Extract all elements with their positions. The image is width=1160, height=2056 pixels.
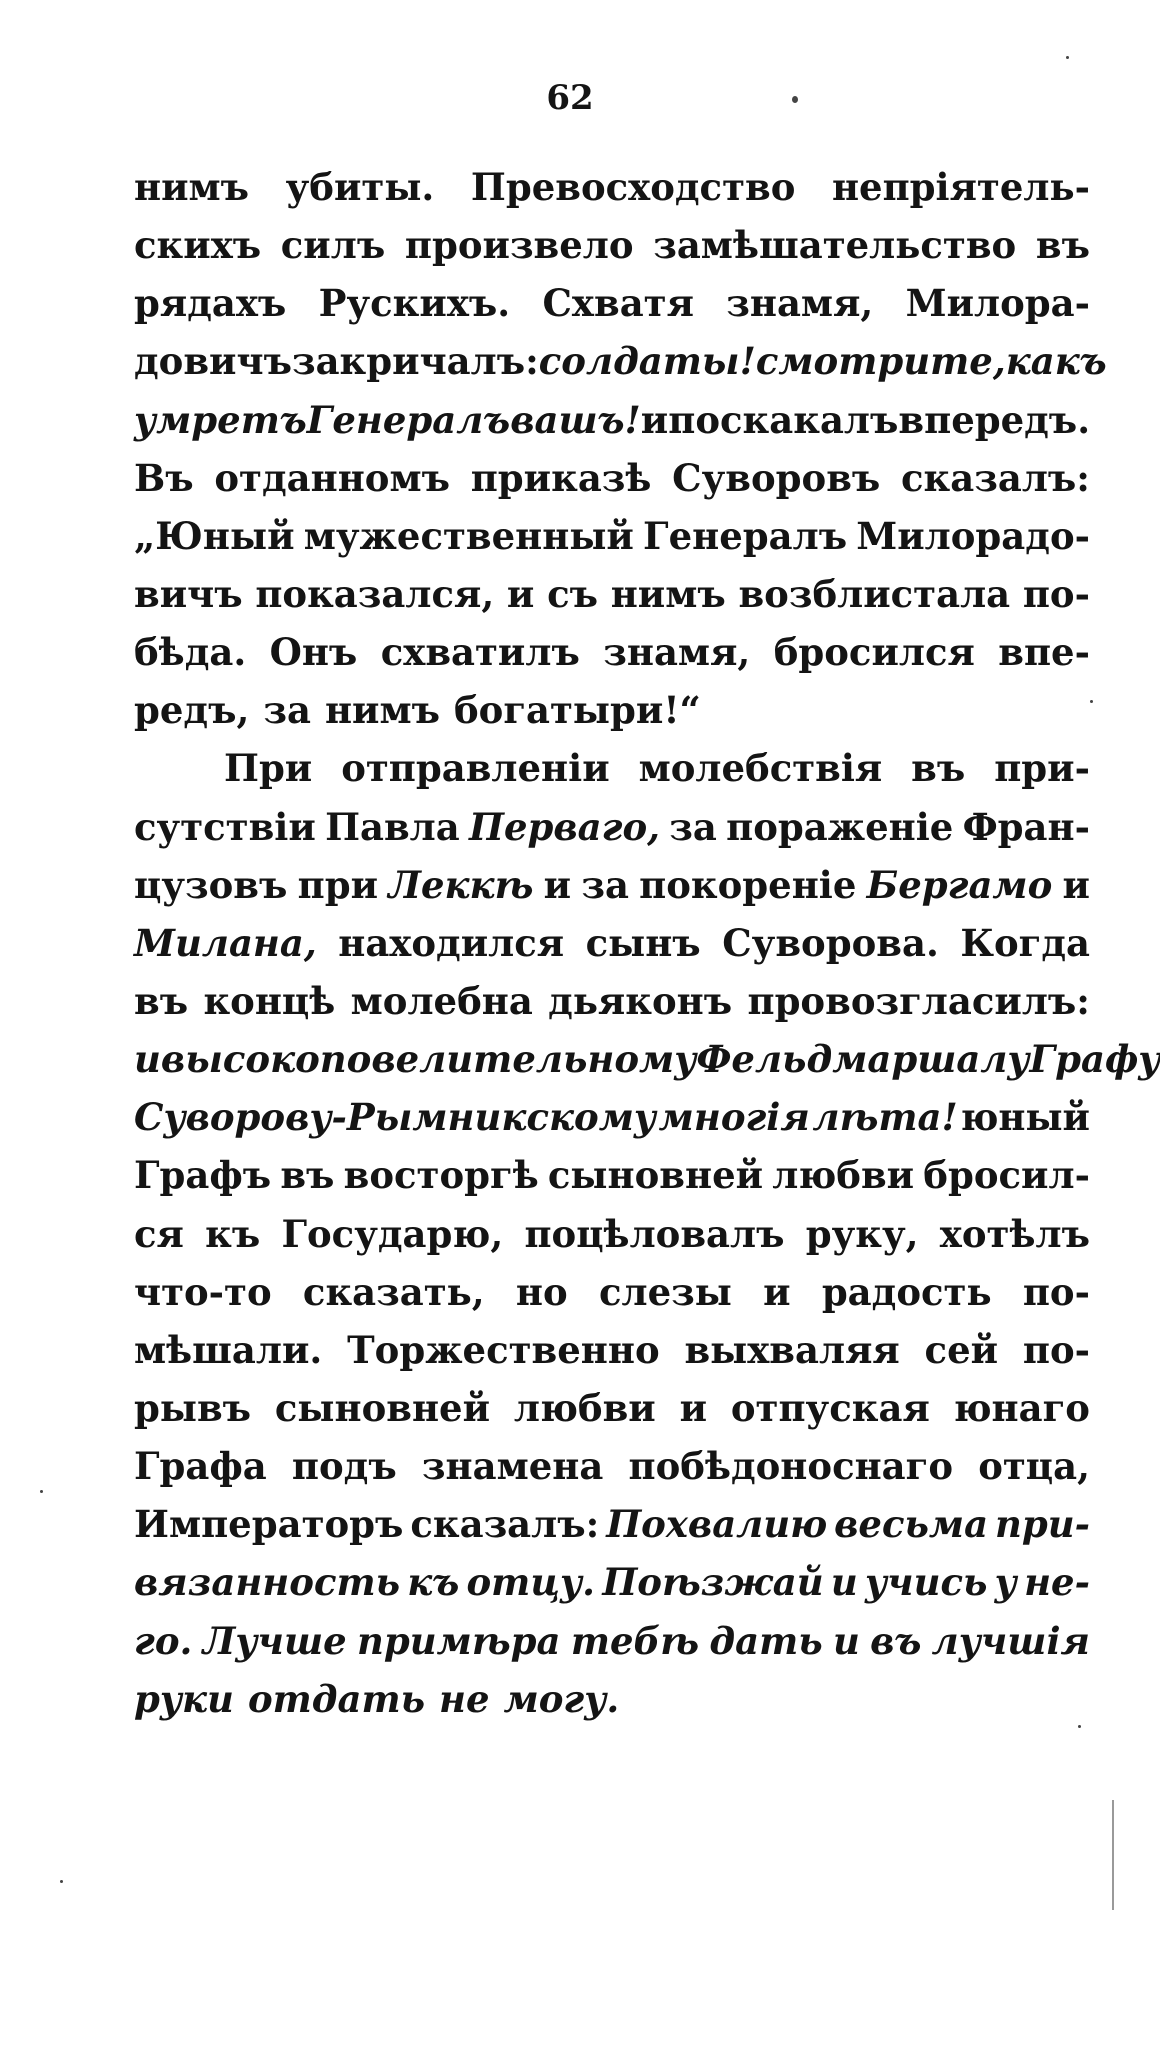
word: силъ bbox=[280, 223, 386, 268]
italic-word: у bbox=[994, 1560, 1017, 1605]
word: скихъ bbox=[134, 223, 262, 268]
text-line bbox=[134, 739, 1090, 797]
scan-speck bbox=[1066, 56, 1069, 59]
word: ся bbox=[134, 1211, 184, 1256]
word: Графа bbox=[134, 1444, 267, 1489]
italic-word: Фельдмаршалу bbox=[696, 1037, 1030, 1082]
word: и bbox=[640, 397, 669, 442]
word: сказать, bbox=[302, 1269, 485, 1314]
italic-word: Поѣзжай bbox=[602, 1560, 824, 1605]
word: отпуская bbox=[730, 1385, 930, 1430]
word: за bbox=[263, 688, 311, 733]
word: мѣшали. bbox=[134, 1327, 323, 1372]
italic-word: вязанность bbox=[134, 1560, 401, 1605]
word: бросил- bbox=[923, 1153, 1090, 1198]
text-line bbox=[134, 1146, 1090, 1204]
italic-word: высокоповелительному bbox=[160, 1037, 697, 1082]
word: побѣдоноснаго bbox=[628, 1444, 954, 1489]
word: сыновней bbox=[547, 1153, 764, 1198]
word: за bbox=[581, 862, 629, 907]
word: подъ bbox=[291, 1444, 397, 1489]
word: по- bbox=[1022, 1269, 1090, 1314]
word: и bbox=[506, 571, 535, 616]
text-line bbox=[134, 1379, 1090, 1437]
text-line bbox=[134, 914, 1090, 972]
word: довичъ bbox=[134, 339, 292, 384]
word: молебна bbox=[350, 978, 533, 1023]
scan-speck bbox=[1090, 700, 1093, 703]
word: знамя, bbox=[726, 281, 874, 326]
italic-word: умретъ bbox=[134, 397, 307, 442]
scan-speck bbox=[40, 1490, 43, 1493]
word: и bbox=[679, 1385, 708, 1430]
scan-speck bbox=[60, 1880, 63, 1883]
word: Государю, bbox=[281, 1211, 504, 1256]
word: Схватя bbox=[542, 281, 694, 326]
word: замѣшательство bbox=[653, 223, 1017, 268]
word: Императоръ bbox=[134, 1502, 404, 1547]
italic-word: дать bbox=[709, 1618, 823, 1663]
italic-word: многія bbox=[658, 1095, 810, 1140]
word: молебствія bbox=[638, 746, 883, 791]
text-line bbox=[134, 681, 1090, 739]
italic-word: руки bbox=[134, 1676, 234, 1721]
page-number: 62 bbox=[546, 78, 594, 118]
scan-edge-line bbox=[1112, 1800, 1114, 1910]
word: приказѣ bbox=[470, 455, 652, 500]
text-line bbox=[134, 1030, 1160, 1088]
text-line bbox=[134, 565, 1090, 623]
italic-word: Генералъ bbox=[306, 397, 511, 442]
word: отданномъ bbox=[214, 455, 450, 500]
word: концѣ bbox=[203, 978, 336, 1023]
word: любви bbox=[513, 1385, 656, 1430]
word: знамя, bbox=[603, 630, 751, 675]
italic-word: и bbox=[134, 1037, 161, 1082]
word: сказалъ: bbox=[901, 455, 1090, 500]
word: покореніе bbox=[639, 862, 857, 907]
italic-word: къ bbox=[407, 1560, 460, 1605]
word: пораженіе bbox=[726, 804, 954, 849]
italic-word: и bbox=[830, 1560, 858, 1605]
word: Милора- bbox=[905, 281, 1090, 326]
text-line bbox=[134, 1553, 1090, 1611]
word: Фран- bbox=[962, 804, 1090, 849]
word: Рускихъ. bbox=[318, 281, 511, 326]
word: по- bbox=[1022, 571, 1090, 616]
word: хотѣлъ bbox=[939, 1211, 1090, 1256]
italic-word: отдать bbox=[247, 1676, 426, 1721]
italic-word: примѣра bbox=[356, 1618, 561, 1663]
text-line bbox=[134, 1263, 1090, 1321]
word: Торжественно bbox=[347, 1327, 660, 1372]
italic-word: весьма bbox=[834, 1502, 989, 1547]
word: въ bbox=[1035, 223, 1090, 268]
word: при- bbox=[994, 746, 1090, 791]
word: редъ, bbox=[134, 688, 250, 733]
italic-word: го. bbox=[134, 1618, 193, 1663]
word: любви bbox=[772, 1153, 915, 1198]
word: въ bbox=[280, 1153, 335, 1198]
italic-word: не bbox=[439, 1676, 490, 1721]
word: Превосходство bbox=[470, 165, 796, 209]
word: за bbox=[669, 804, 717, 849]
text-line bbox=[134, 1321, 1090, 1379]
italic-word: въ bbox=[870, 1618, 922, 1663]
text-line bbox=[134, 158, 1090, 216]
word: Генералъ bbox=[643, 513, 848, 558]
word: убиты. bbox=[285, 165, 435, 209]
italic-word: могу. bbox=[503, 1676, 620, 1721]
word: закричалъ: bbox=[291, 339, 539, 384]
word: бросился bbox=[773, 630, 975, 675]
scan-speck bbox=[792, 96, 798, 103]
word: съ bbox=[547, 571, 598, 616]
word: знамена bbox=[421, 1444, 604, 1489]
word: поцѣловалъ bbox=[524, 1211, 785, 1256]
text-line bbox=[134, 1612, 1090, 1670]
word: отправленіи bbox=[341, 746, 610, 791]
italic-word: Милана, bbox=[134, 920, 317, 965]
word: что-то bbox=[134, 1269, 272, 1314]
scan-speck bbox=[1078, 1725, 1081, 1728]
italic-word: солдаты! bbox=[538, 339, 756, 384]
word: вичъ bbox=[134, 571, 243, 616]
word: радость bbox=[821, 1269, 992, 1314]
body-text bbox=[134, 158, 1160, 1728]
word: произвело bbox=[404, 223, 634, 268]
text-line bbox=[134, 1205, 1090, 1263]
word: схватилъ bbox=[380, 630, 580, 675]
word: Суворова. bbox=[722, 920, 939, 965]
word: юный bbox=[960, 1095, 1090, 1140]
word: въ bbox=[911, 746, 966, 791]
word: рывъ bbox=[134, 1385, 252, 1430]
text-line bbox=[134, 798, 1090, 856]
word: къ bbox=[205, 1211, 261, 1256]
italic-word: Перваго, bbox=[469, 804, 661, 849]
word: возблистала bbox=[738, 571, 1011, 616]
word: и bbox=[1062, 862, 1090, 907]
text-line bbox=[134, 1495, 1090, 1553]
word: руку, bbox=[805, 1211, 919, 1256]
text-line bbox=[134, 623, 1090, 681]
italic-word: вашъ! bbox=[510, 397, 641, 442]
word: отца, bbox=[978, 1444, 1090, 1489]
word: и bbox=[543, 862, 572, 907]
italic-word: не- bbox=[1024, 1560, 1090, 1605]
italic-word: смотрите, bbox=[755, 339, 1006, 384]
word: Графъ bbox=[134, 1153, 272, 1198]
italic-word: лѣта! bbox=[812, 1095, 958, 1140]
word: сей bbox=[924, 1327, 999, 1372]
text-line bbox=[134, 972, 1090, 1030]
text-line bbox=[134, 1670, 1090, 1728]
text-line bbox=[134, 856, 1090, 914]
word: выхваляя bbox=[684, 1327, 900, 1372]
word: нимъ bbox=[134, 165, 250, 209]
word: восторгѣ bbox=[343, 1153, 539, 1198]
word: Онъ bbox=[269, 630, 358, 675]
word: Милорадо- bbox=[856, 513, 1090, 558]
word: непріятель- bbox=[831, 165, 1090, 209]
word: богатыри!“ bbox=[453, 688, 701, 733]
text-line bbox=[134, 1437, 1090, 1495]
text-line bbox=[134, 1088, 1090, 1146]
word: нимъ bbox=[324, 688, 440, 733]
word: сказалъ: bbox=[410, 1502, 600, 1547]
word: по- bbox=[1022, 1327, 1090, 1372]
word: провозгласилъ: bbox=[747, 978, 1090, 1023]
text-line bbox=[134, 332, 1107, 390]
word: сыновней bbox=[274, 1385, 491, 1430]
italic-word: лучшія bbox=[931, 1618, 1090, 1663]
word: цузовъ bbox=[134, 862, 288, 907]
word: поскакалъ bbox=[668, 397, 899, 442]
word: Павла bbox=[325, 804, 460, 849]
word: но bbox=[515, 1269, 568, 1314]
italic-word: тебѣ bbox=[570, 1618, 700, 1663]
italic-word: Бергамо bbox=[866, 862, 1053, 907]
word: впередъ. bbox=[898, 397, 1091, 442]
italic-word: отцу. bbox=[466, 1560, 596, 1605]
word: впе- bbox=[998, 630, 1090, 675]
word: Въ bbox=[134, 455, 194, 500]
word: нимъ bbox=[610, 571, 726, 616]
word: сынъ bbox=[585, 920, 701, 965]
text-line bbox=[134, 449, 1090, 507]
word: „Юный bbox=[134, 513, 295, 558]
italic-word: Леккѣ bbox=[388, 862, 534, 907]
word: сутствіи bbox=[134, 804, 316, 849]
text-line bbox=[134, 216, 1090, 274]
italic-word: Похвалию bbox=[606, 1502, 828, 1547]
text-line bbox=[134, 274, 1090, 332]
word: слезы bbox=[598, 1269, 732, 1314]
italic-word: Графу bbox=[1029, 1037, 1160, 1082]
word: показался, bbox=[255, 571, 495, 616]
word: При bbox=[224, 746, 313, 791]
word: Когда bbox=[960, 920, 1090, 965]
italic-word: Лучше bbox=[202, 1618, 347, 1663]
word: бѣда. bbox=[134, 630, 247, 675]
word: Суворовъ bbox=[672, 455, 881, 500]
word: мужественный bbox=[303, 513, 634, 558]
word: дьяконъ bbox=[548, 978, 733, 1023]
word: въ bbox=[134, 978, 189, 1023]
word: юнаго bbox=[953, 1385, 1090, 1430]
word: находился bbox=[338, 920, 565, 965]
word: рядахъ bbox=[134, 281, 287, 326]
italic-word: учись bbox=[865, 1560, 988, 1605]
text-line bbox=[134, 391, 1090, 449]
italic-word: Суворову-Рымникскому bbox=[134, 1095, 657, 1140]
italic-word: при- bbox=[994, 1502, 1090, 1547]
italic-word: и bbox=[832, 1618, 860, 1663]
word: при bbox=[297, 862, 379, 907]
word: и bbox=[763, 1269, 791, 1314]
italic-word: какъ bbox=[1005, 339, 1107, 384]
text-line bbox=[134, 507, 1090, 565]
